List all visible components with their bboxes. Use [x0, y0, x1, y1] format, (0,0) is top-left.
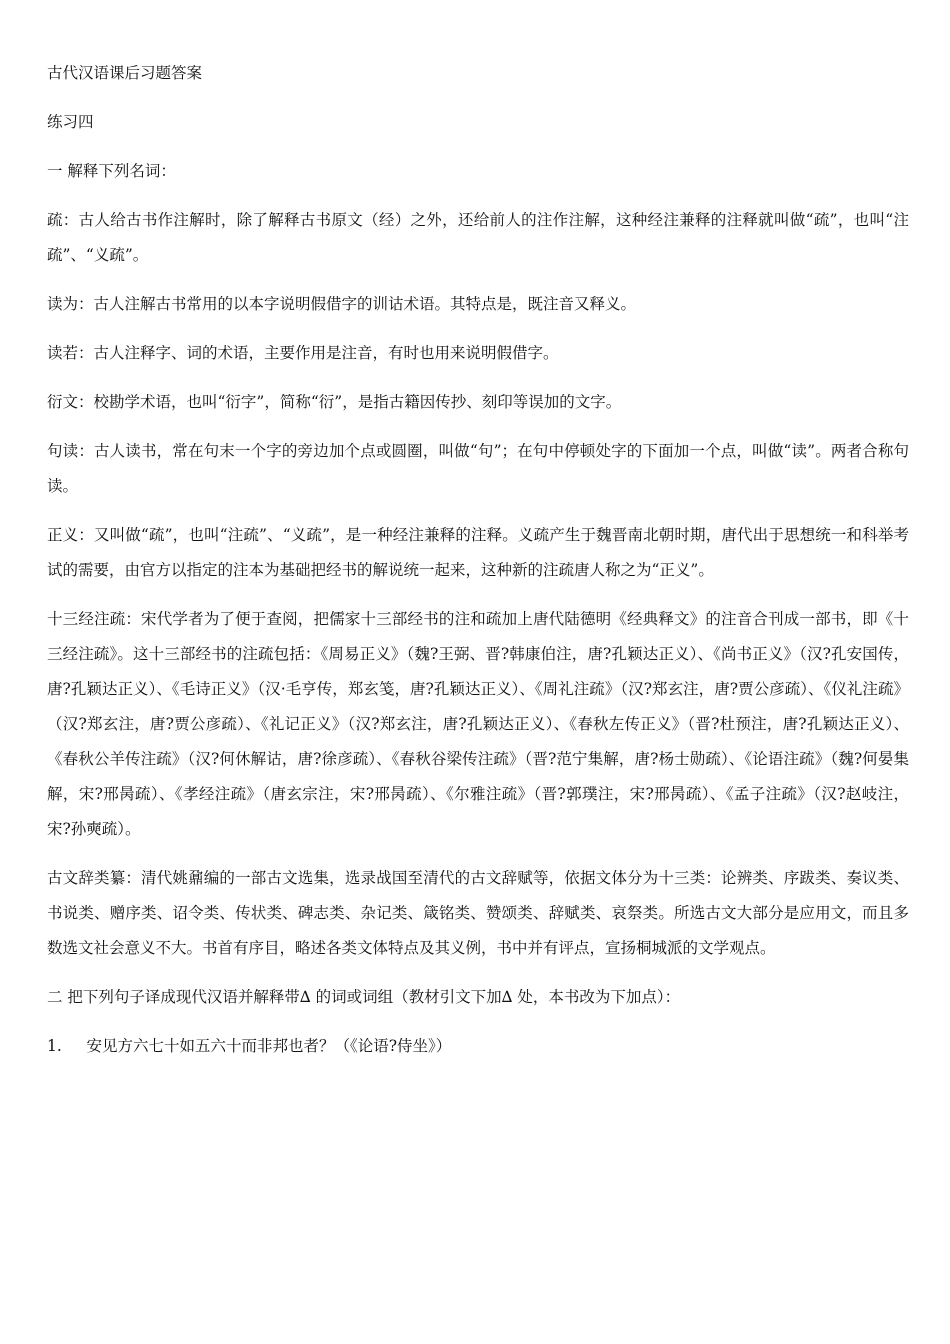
term-definition: 十三经注疏：宋代学者为了便于查阅，把儒家十三部经书的注和疏加上唐代陆德明《经典释文》的注音合刊成一部书，即《十三经注疏》。这十三部经书的注疏包括：《周易正义》（魏?王弼、晋?韩康伯注，唐?孔颖达正义）、《尚书正义》（汉?孔安国传，唐?孔颖达正义）、《毛诗正义》（汉·毛亨传，郑玄笺，唐?孔颖达正义）、《周礼注疏》（汉?郑玄注，唐?贾公彦疏）、《仪礼注疏》（汉?郑玄注，唐?贾公彦疏）、《礼记正义》（汉?郑玄注，唐?孔颖达正义）、《春秋左传正义》（晋?杜预注，唐?孔颖达正义）、《春秋公羊传注疏》（汉?何休解诂，唐?徐彦疏）、《春秋谷梁传注疏》（晋?范宁集解，唐?杨士勋疏）、《论语注疏》（魏?何晏集解，宋?邢昺疏）、《孝经注疏》（唐玄宗注，宋?邢昺疏）、《尔雅注疏》（晋?郭璞注，宋?邢昺疏）、《孟子注疏》（汉?赵岐注，宋?孙奭疏）。 — [47, 610, 909, 838]
exercise-heading: 练习四 — [47, 113, 94, 131]
term-definition: 古文辞类纂：清代姚鼐编的一部古文选集，选录战国至清代的古文辞赋等，依据文体分为十三类：论辨类、序跋类、奏议类、书说类、赠序类、诏令类、传状类、碑志类、杂记类、箴铭类、赞颂类、辞赋类、哀祭类。所选古文大部分是应用文，而且多数选文社会意义不大。书首有序目，略述各类文体特点及其义例，书中并有评点，宣扬桐城派的文学观点。 — [47, 869, 909, 957]
document-page — [47, 56, 909, 1078]
term-definition: 句读：古人读书，常在句末一个字的旁边加个点或圆圈，叫做“句”；在句中停顿处字的下面加一个点，叫做“读”。两者合称句读。 — [47, 442, 909, 495]
exercise-item — [47, 1029, 909, 1064]
term-definition: 正义：又叫做“疏”，也叫“注疏”、“义疏”，是一种经注兼释的注释。义疏产生于魏晋南北朝时期，唐代出于思想统一和科举考试的需要，由官方以指定的注本为基础把经书的解说统一起来，这种新的注疏唐人称之为“正义”。 — [47, 526, 909, 579]
section-1-heading: 一 解释下列名词： — [47, 162, 176, 180]
item-text: 安见方六七十如五六十而非邦也者？（《论语?侍坐》） — [86, 1037, 452, 1055]
document-title: 古代汉语课后习题答案 — [47, 64, 203, 82]
section-2-heading: 二 把下列句子译成现代汉语并解释带∆ 的词或词组（教材引文下加∆ 处，本书改为下加点）： — [47, 988, 681, 1006]
term-definition: 疏：古人给古书作注解时，除了解释古书原文（经）之外，还给前人的注作注解，这种经注兼释的注释就叫做“疏”，也叫“注疏”、“义疏”。 — [47, 211, 909, 264]
term-definition: 衍文：校勘学术语，也叫“衍字”，简称“衍”，是指古籍因传抄、刻印等误加的文字。 — [47, 393, 622, 411]
term-definition: 读若：古人注释字、词的术语，主要作用是注音，有时也用来说明假借字。 — [47, 344, 559, 362]
item-number: 1. — [47, 1037, 62, 1055]
term-definition: 读为：古人注解古书常用的以本字说明假借字的训诂术语。其特点是，既注音又释义。 — [47, 295, 637, 313]
